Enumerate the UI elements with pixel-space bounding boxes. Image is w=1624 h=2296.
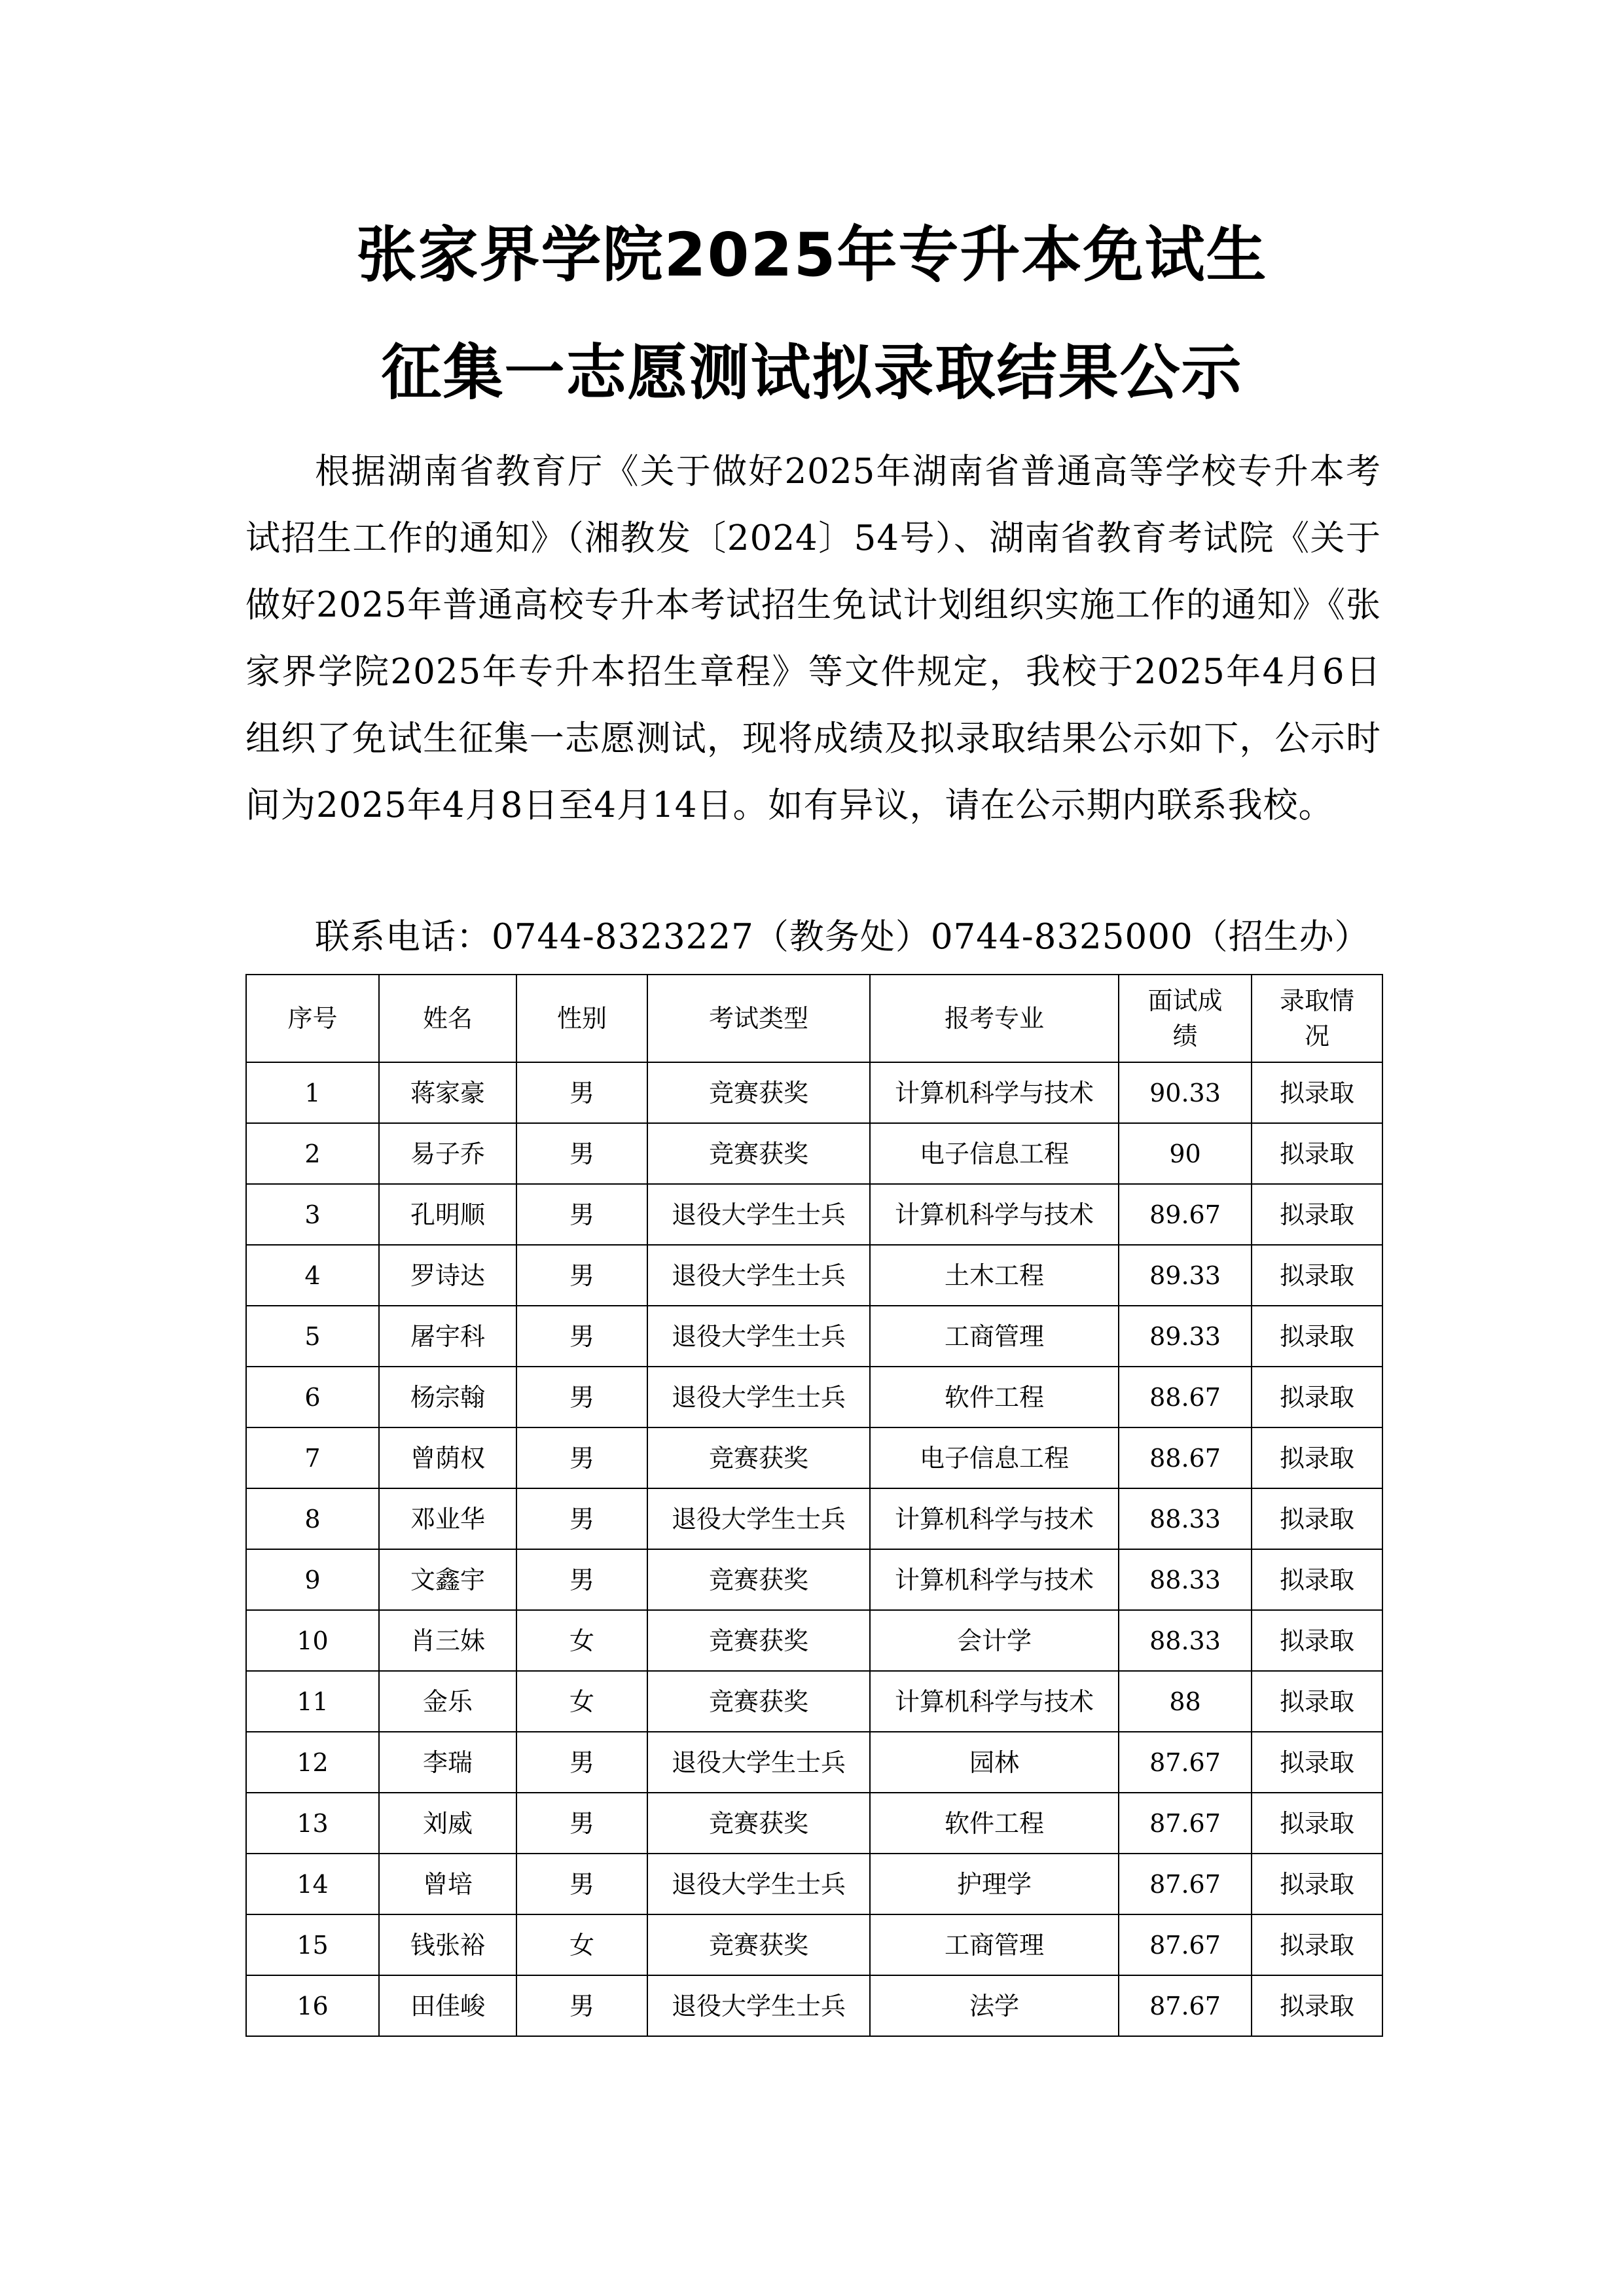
cell-gender: 女 <box>516 1610 647 1671</box>
cell-exam-type: 退役大学生士兵 <box>647 1732 870 1793</box>
cell-gender: 男 <box>516 1488 647 1549</box>
table-header-row <box>246 975 1382 1062</box>
header-score-line-1: 面试成 <box>1147 986 1223 1015</box>
cell-name: 肖三妹 <box>379 1610 516 1671</box>
cell-gender: 女 <box>516 1914 647 1975</box>
cell-score: 87.67 <box>1119 1914 1252 1975</box>
cell-status: 拟录取 <box>1252 1184 1382 1245</box>
cell-exam-type: 退役大学生士兵 <box>647 1975 870 2036</box>
header-major: 报考专业 <box>870 975 1119 1062</box>
cell-status: 拟录取 <box>1252 1549 1382 1610</box>
cell-status: 拟录取 <box>1252 1427 1382 1488</box>
cell-name: 钱张裕 <box>379 1914 516 1975</box>
cell-exam-type: 竞赛获奖 <box>647 1427 870 1488</box>
cell-exam-type: 竞赛获奖 <box>647 1793 870 1854</box>
table-row <box>246 1610 1382 1671</box>
cell-exam-type: 退役大学生士兵 <box>647 1367 870 1427</box>
document-title-line-2: 征集一志愿测试拟录取结果公示 <box>381 338 1243 408</box>
cell-index: 4 <box>246 1245 379 1306</box>
cell-name: 金乐 <box>379 1671 516 1732</box>
cell-index: 7 <box>246 1427 379 1488</box>
header-index: 序号 <box>246 975 379 1062</box>
cell-score: 89.33 <box>1119 1245 1252 1306</box>
cell-index: 9 <box>246 1549 379 1610</box>
cell-gender: 男 <box>516 1732 647 1793</box>
cell-name: 田佳峻 <box>379 1975 516 2036</box>
cell-status: 拟录取 <box>1252 1062 1382 1123</box>
header-status <box>1252 975 1382 1062</box>
table-row <box>246 1793 1382 1854</box>
table-row <box>246 1367 1382 1427</box>
cell-index: 13 <box>246 1793 379 1854</box>
cell-index: 16 <box>246 1975 379 2036</box>
cell-status: 拟录取 <box>1252 1793 1382 1854</box>
cell-exam-type: 竞赛获奖 <box>647 1610 870 1671</box>
cell-name: 蒋家豪 <box>379 1062 516 1123</box>
cell-major: 工商管理 <box>870 1306 1119 1367</box>
cell-exam-type: 竞赛获奖 <box>647 1062 870 1123</box>
cell-exam-type: 退役大学生士兵 <box>647 1854 870 1914</box>
cell-index: 14 <box>246 1854 379 1914</box>
cell-exam-type: 竞赛获奖 <box>647 1549 870 1610</box>
cell-name: 邓业华 <box>379 1488 516 1549</box>
header-score-line-2: 绩 <box>1172 1022 1198 1050</box>
table-row <box>246 1062 1382 1123</box>
cell-exam-type: 竞赛获奖 <box>647 1914 870 1975</box>
cell-index: 12 <box>246 1732 379 1793</box>
cell-major: 园林 <box>870 1732 1119 1793</box>
contact-phone-line: 联系电话：0744-8323227（教务处）0744-8325000（招生办） <box>315 917 1370 957</box>
table-row <box>246 1914 1382 1975</box>
cell-index: 10 <box>246 1610 379 1671</box>
cell-name: 屠宇科 <box>379 1306 516 1367</box>
table-row <box>246 1488 1382 1549</box>
cell-score: 87.67 <box>1119 1854 1252 1914</box>
header-score <box>1119 975 1252 1062</box>
cell-score: 89.33 <box>1119 1306 1252 1367</box>
header-name: 姓名 <box>379 975 516 1062</box>
cell-major: 计算机科学与技术 <box>870 1184 1119 1245</box>
cell-status: 拟录取 <box>1252 1123 1382 1184</box>
cell-status: 拟录取 <box>1252 1854 1382 1914</box>
cell-status: 拟录取 <box>1252 1306 1382 1367</box>
cell-gender: 女 <box>516 1671 647 1732</box>
table-row <box>246 1732 1382 1793</box>
cell-score: 87.67 <box>1119 1732 1252 1793</box>
cell-name: 杨宗翰 <box>379 1367 516 1427</box>
cell-exam-type: 竞赛获奖 <box>647 1671 870 1732</box>
cell-gender: 男 <box>516 1793 647 1854</box>
cell-index: 3 <box>246 1184 379 1245</box>
cell-name: 罗诗达 <box>379 1245 516 1306</box>
cell-major: 计算机科学与技术 <box>870 1062 1119 1123</box>
cell-gender: 男 <box>516 1854 647 1914</box>
cell-score: 89.67 <box>1119 1184 1252 1245</box>
cell-major: 计算机科学与技术 <box>870 1671 1119 1732</box>
cell-status: 拟录取 <box>1252 1975 1382 2036</box>
cell-index: 5 <box>246 1306 379 1367</box>
cell-name: 文鑫宇 <box>379 1549 516 1610</box>
cell-major: 计算机科学与技术 <box>870 1488 1119 1549</box>
cell-name: 刘威 <box>379 1793 516 1854</box>
cell-major: 土木工程 <box>870 1245 1119 1306</box>
cell-score: 88.67 <box>1119 1427 1252 1488</box>
cell-major: 软件工程 <box>870 1793 1119 1854</box>
cell-score: 88.33 <box>1119 1549 1252 1610</box>
cell-major: 工商管理 <box>870 1914 1119 1975</box>
cell-major: 护理学 <box>870 1854 1119 1914</box>
cell-major: 会计学 <box>870 1610 1119 1671</box>
cell-index: 15 <box>246 1914 379 1975</box>
cell-exam-type: 退役大学生士兵 <box>647 1306 870 1367</box>
cell-name: 曾荫权 <box>379 1427 516 1488</box>
cell-gender: 男 <box>516 1062 647 1123</box>
cell-exam-type: 退役大学生士兵 <box>647 1245 870 1306</box>
cell-score: 87.67 <box>1119 1975 1252 2036</box>
cell-major: 电子信息工程 <box>870 1427 1119 1488</box>
admission-results-table <box>245 974 1383 2037</box>
header-gender: 性别 <box>516 975 647 1062</box>
table-row <box>246 1123 1382 1184</box>
table-row <box>246 1306 1382 1367</box>
cell-gender: 男 <box>516 1975 647 2036</box>
cell-major: 计算机科学与技术 <box>870 1549 1119 1610</box>
cell-exam-type: 退役大学生士兵 <box>647 1184 870 1245</box>
cell-index: 2 <box>246 1123 379 1184</box>
cell-status: 拟录取 <box>1252 1732 1382 1793</box>
cell-score: 90 <box>1119 1123 1252 1184</box>
cell-status: 拟录取 <box>1252 1671 1382 1732</box>
cell-score: 87.67 <box>1119 1793 1252 1854</box>
cell-score: 90.33 <box>1119 1062 1252 1123</box>
announcement-paragraph: 根据湖南省教育厅《关于做好2025年湖南省普通高等学校专升本考试招生工作的通知》（湘教发〔2024〕54号）、湖南省教育考试院《关于做好2025年普通高校专升本考试招生免试计划组织实施工作的通知》《张家界学院2025年专升本招生章程》等文件规定，我校于2025年4月6日组织了免试生征集一志愿测试，现将成绩及拟录取结果公示如下，公示时间为2025年4月8日至4月14日。如有异议，请在公示期内联系我校。 <box>245 452 1381 825</box>
table-row <box>246 1245 1382 1306</box>
header-status-line-1: 录取情 <box>1279 986 1354 1015</box>
cell-exam-type: 竞赛获奖 <box>647 1123 870 1184</box>
cell-index: 1 <box>246 1062 379 1123</box>
cell-name: 孔明顺 <box>379 1184 516 1245</box>
cell-status: 拟录取 <box>1252 1914 1382 1975</box>
cell-status: 拟录取 <box>1252 1367 1382 1427</box>
table-row <box>246 1854 1382 1914</box>
table-row <box>246 1975 1382 2036</box>
cell-index: 6 <box>246 1367 379 1427</box>
header-status-line-2: 况 <box>1304 1022 1329 1050</box>
cell-gender: 男 <box>516 1427 647 1488</box>
table-row <box>246 1549 1382 1610</box>
cell-exam-type: 退役大学生士兵 <box>647 1488 870 1549</box>
cell-index: 8 <box>246 1488 379 1549</box>
table-row <box>246 1427 1382 1488</box>
cell-score: 88.33 <box>1119 1610 1252 1671</box>
cell-status: 拟录取 <box>1252 1488 1382 1549</box>
cell-status: 拟录取 <box>1252 1610 1382 1671</box>
cell-gender: 男 <box>516 1306 647 1367</box>
cell-name: 李瑞 <box>379 1732 516 1793</box>
cell-major: 软件工程 <box>870 1367 1119 1427</box>
cell-gender: 男 <box>516 1245 647 1306</box>
cell-major: 电子信息工程 <box>870 1123 1119 1184</box>
cell-score: 88 <box>1119 1671 1252 1732</box>
cell-gender: 男 <box>516 1184 647 1245</box>
header-exam-type: 考试类型 <box>647 975 870 1062</box>
document-title-line-1: 张家界学院2025年专升本免试生 <box>356 220 1268 290</box>
cell-status: 拟录取 <box>1252 1245 1382 1306</box>
cell-major: 法学 <box>870 1975 1119 2036</box>
table-row <box>246 1671 1382 1732</box>
table-row <box>246 1184 1382 1245</box>
cell-name: 易子乔 <box>379 1123 516 1184</box>
cell-gender: 男 <box>516 1549 647 1610</box>
cell-index: 11 <box>246 1671 379 1732</box>
cell-score: 88.33 <box>1119 1488 1252 1549</box>
cell-name: 曾培 <box>379 1854 516 1914</box>
cell-gender: 男 <box>516 1367 647 1427</box>
cell-gender: 男 <box>516 1123 647 1184</box>
cell-score: 88.67 <box>1119 1367 1252 1427</box>
